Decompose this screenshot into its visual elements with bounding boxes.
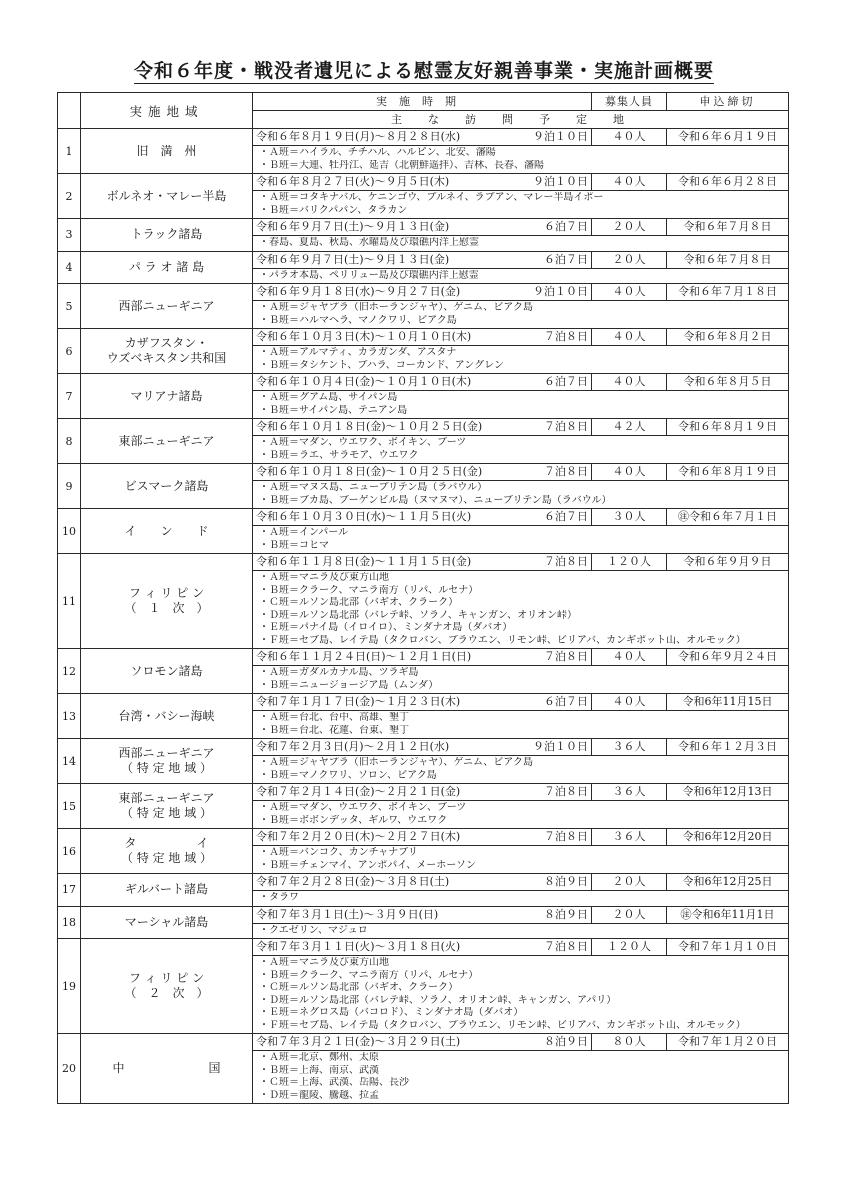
visit-item: ・Ｂ班＝クラーク、マニラ南方（リパ、ルセナ） <box>259 969 479 981</box>
tour-info-cell <box>253 329 789 374</box>
visit-item: ・パラオ本島、ペリリュー島及び環礁内洋上慰霊 <box>259 269 479 281</box>
row-number: 15 <box>58 784 81 829</box>
region-name: ボルネオ・マレー半島 <box>106 188 227 203</box>
visit-item: ・Ｂ班＝台北、花蓮、台東、墾丁 <box>259 724 409 736</box>
period-dates: 令和７年１月１７日(金)～１月２３日(木) <box>256 695 461 708</box>
table-row <box>58 739 789 784</box>
region-cell <box>81 374 253 419</box>
visit-item: ・Ｆ班＝セブ島、レイテ島（タクロバン、ブラウエン、リモン峠、ビリアバ、カンギポット山、オルモック） <box>259 1019 746 1031</box>
application-deadline: 令和７年１月１０日 <box>678 940 777 953</box>
visit-list <box>253 1051 788 1103</box>
period-dates: 令和７年３月１１日(火)～３月１８日(火) <box>256 940 461 953</box>
visit-item: ・春島、夏島、秋島、水曜島及び環礁内洋上慰霊 <box>259 237 479 248</box>
period-nights: ７泊８日 <box>516 649 592 665</box>
table-row <box>58 464 789 509</box>
visit-item: ・Ａ班＝マニラ及び東方山地 <box>259 957 389 968</box>
period-dates: 令和７年２月２８日(金)～３月８日(土) <box>256 875 450 888</box>
visit-list <box>253 891 788 906</box>
period-dates: 令和６年１０月１８日(金)～１０月２５日(金) <box>256 420 483 433</box>
region-name: カザフスタン・ <box>124 336 209 350</box>
participant-count: ２０人 <box>592 252 667 268</box>
visit-list <box>253 756 788 783</box>
visit-item: ・Ｃ班＝ルソン島北部（バギオ、クラーク） <box>259 597 459 608</box>
tour-info-cell <box>253 374 789 419</box>
visit-list <box>253 526 788 553</box>
visit-item: ・Ｂ班＝サイパン島、テニアン島 <box>259 404 408 416</box>
participant-count: ２０人 <box>592 219 667 235</box>
application-deadline: 令和6年12月20日 <box>682 830 773 843</box>
visit-item: ・Ａ班＝マヌス島、ニューブリテン島（ラバウル） <box>259 482 488 493</box>
visit-item: ・Ａ班＝コタキナバル、ケニンゴウ、ブルネイ、ラブアン、マレー半島イポー <box>259 192 604 203</box>
visit-list <box>253 956 788 1033</box>
period-nights: ７泊８日 <box>516 784 592 800</box>
period-nights: ６泊７日 <box>516 219 592 235</box>
table-row <box>58 1034 789 1104</box>
table-row <box>58 251 789 284</box>
period-nights: ９泊１０日 <box>516 174 592 190</box>
row-number: 4 <box>58 251 81 284</box>
period-dates: 令和７年２月２０日(木)～２月２７日(木) <box>256 830 461 843</box>
header-info-cell <box>253 93 789 129</box>
application-deadline: ㊟令和6年11月1日 <box>680 907 775 921</box>
visit-item: ・Ａ班＝マニラ及び東方山地 <box>259 572 389 583</box>
table-row <box>58 554 789 649</box>
region-name: ビスマーク諸島 <box>124 478 209 493</box>
period-nights: ８泊９日 <box>516 874 592 890</box>
region-cell <box>81 784 253 829</box>
row-number: 10 <box>58 509 81 554</box>
region-name: パ ラ オ 諸 島 <box>128 259 205 274</box>
header-period: 実施時期 <box>253 93 592 110</box>
participant-count: ３６人 <box>592 829 667 845</box>
visit-list <box>253 269 788 284</box>
visit-list <box>253 346 788 373</box>
region-cell <box>81 219 253 252</box>
visit-item: ・Ｅ班＝パナイ島（イロイロ）、ミンダナオ島（ダバオ） <box>259 622 513 633</box>
visit-item: ・Ｂ班＝チェンマイ、アンポパイ、メーホーソン <box>259 859 476 871</box>
application-deadline: 令和6年11月15日 <box>682 695 773 708</box>
period-dates: 令和７年３月２１日(金)～３月２９日(土) <box>256 1035 461 1048</box>
visit-item: ・Ｄ班＝ルソン島北部（バレテ峠、ソラノ、オリオン峠、キャンガン、アパリ） <box>259 994 617 1006</box>
region-cell <box>81 251 253 284</box>
visit-item: ・クエゼリン、マジュロ <box>259 924 368 936</box>
region-cell <box>81 739 253 784</box>
region-name: 台湾・バシー海峡 <box>118 708 215 723</box>
visit-item: ・Ｂ班＝コヒマ <box>259 539 329 551</box>
participant-count: ３６人 <box>592 739 667 755</box>
row-number: 12 <box>58 649 81 694</box>
header-no-cell <box>58 93 81 129</box>
visit-item: ・Ｂ班＝ハルマヘラ、マノクワリ、ビアク島 <box>259 314 457 326</box>
table-row <box>58 219 789 252</box>
visit-item: ・Ａ班＝バンコク、カンチャナブリ <box>259 847 418 858</box>
application-deadline: 令和６年８月２日 <box>683 330 772 343</box>
period-nights: ６泊７日 <box>516 252 592 268</box>
header-count: 募集人員 <box>592 93 667 110</box>
tour-info-cell <box>253 509 789 554</box>
period-dates: 令和６年１０月３日(木)～１０月１０日(木) <box>256 330 472 343</box>
region-cell <box>81 906 253 939</box>
period-nights: ７泊８日 <box>516 554 592 570</box>
period-dates: 令和６年１１月８日(金)～１１月１５日(金) <box>256 555 472 568</box>
application-deadline: 令和６年９月９日 <box>683 555 772 568</box>
row-number: 2 <box>58 174 81 219</box>
region-name: （ １ 次 ） <box>124 601 209 615</box>
tour-info-cell <box>253 219 789 252</box>
tour-info-cell <box>253 649 789 694</box>
period-nights: ９泊１０日 <box>516 284 592 300</box>
visit-item: ・Ａ班＝北京、鄭州、太原 <box>259 1052 379 1063</box>
participant-count: ４０人 <box>592 464 667 480</box>
region-cell <box>81 649 253 694</box>
tour-info-cell <box>253 174 789 219</box>
visit-item: ・Ａ班＝インパール <box>259 527 349 538</box>
visit-item: ・Ａ班＝ジャヤプラ（旧ホーランジャヤ）、ゲニム、ビアク島 <box>259 302 533 313</box>
participant-count: ４０人 <box>592 694 667 710</box>
participant-count: ４２人 <box>592 419 667 435</box>
table-row <box>58 784 789 829</box>
visit-item: ・Ｂ班＝マノクワリ、ソロン、ビアク島 <box>259 769 437 781</box>
application-deadline: 令和６年９月２４日 <box>678 650 777 663</box>
region-name: 東部ニューギニア <box>118 433 215 448</box>
period-nights: ８泊９日 <box>516 907 592 923</box>
region-cell <box>81 464 253 509</box>
visit-item: ・Ｂ班＝上海、南京、武漢 <box>259 1064 379 1076</box>
visit-item: ・Ｅ班＝ネグロス島（バコロド）、ミンダナオ島（ダバオ） <box>259 1007 524 1018</box>
region-name: 東部ニューギニア <box>118 791 215 805</box>
table-row <box>58 374 789 419</box>
period-dates: 令和６年８月２７日(火)～９月５日(木) <box>256 175 450 188</box>
visit-list <box>253 236 788 251</box>
application-deadline: 令和６年８月５日 <box>683 375 772 388</box>
header-region: 実施地域 <box>81 93 253 129</box>
visit-item: ・Ｂ班＝ニュージョージア島（ムンダ） <box>259 679 439 691</box>
page-title: 令和６年度・戦没者遺児による慰霊友好親善事業・実施計画概要 <box>133 60 714 82</box>
visit-item: ・Ａ班＝アルマティ、カラガンダ、アスタナ <box>259 347 457 358</box>
tour-info-cell <box>253 906 789 939</box>
region-cell <box>81 129 253 174</box>
visit-item: ・Ａ班＝ジャヤプラ（旧ホーランジャヤ）、ゲニム、ビアク島 <box>259 757 533 768</box>
visit-list <box>253 711 788 738</box>
row-number: 19 <box>58 939 81 1034</box>
region-cell <box>81 284 253 329</box>
period-nights: ７泊８日 <box>516 329 592 345</box>
period-nights: ６泊７日 <box>516 374 592 390</box>
visit-item: ・Ｄ班＝龍陵、騰越、拉孟 <box>259 1089 379 1101</box>
visit-item: ・Ｂ班＝ボボンデッタ、ギルワ、ウエワク <box>259 814 448 826</box>
tour-info-cell <box>253 284 789 329</box>
table-row <box>58 694 789 739</box>
region-name: ソロモン諸島 <box>130 663 203 678</box>
participant-count: ４０人 <box>592 174 667 190</box>
row-number: 7 <box>58 374 81 419</box>
period-nights: ９泊１０日 <box>516 739 592 755</box>
period-nights: ８泊９日 <box>516 1034 592 1050</box>
tour-info-cell <box>253 694 789 739</box>
table-row <box>58 329 789 374</box>
visit-item: ・Ｃ班＝ルソン島北部（バギオ、クラーク） <box>259 982 459 993</box>
region-name: ウズベキスタン共和国 <box>106 351 227 365</box>
region-name: フ ィ リ ピ ン <box>128 586 205 600</box>
visit-item: ・Ｃ班＝上海、武漢、岳陽、長沙 <box>259 1077 409 1088</box>
region-cell <box>81 329 253 374</box>
application-deadline: 令和６年１２月３日 <box>678 740 777 753</box>
row-number: 9 <box>58 464 81 509</box>
period-dates: 令和６年１０月４日(金)～１０月１０日(木) <box>256 375 472 388</box>
visit-item: ・タラワ <box>259 892 299 903</box>
period-nights: ６泊７日 <box>516 694 592 710</box>
region-cell <box>81 694 253 739</box>
period-nights: ９泊１０日 <box>516 129 592 145</box>
application-deadline: 令和６年８月１９日 <box>678 465 777 478</box>
visit-list <box>253 191 788 218</box>
table-row <box>58 174 789 219</box>
visit-item: ・Ａ班＝グアム島、サイパン島 <box>259 392 398 403</box>
visit-list <box>253 391 788 418</box>
region-name: （ 特 定 地 域 ） <box>120 761 213 775</box>
application-deadline: 令和６年６月２８日 <box>678 175 777 188</box>
visit-item: ・Ｂ班＝ラエ、サラモア、ウエワク <box>259 449 419 461</box>
visit-list <box>253 436 788 463</box>
row-number: 1 <box>58 129 81 174</box>
region-cell <box>81 874 253 907</box>
row-number: 13 <box>58 694 81 739</box>
tour-info-cell <box>253 829 789 874</box>
region-cell <box>81 509 253 554</box>
visit-item: ・Ｂ班＝ブカ島、ブーゲンビル島（ヌマヌマ）、ニューブリテン島（ラバウル） <box>259 494 612 506</box>
participant-count: ８０人 <box>592 1034 667 1050</box>
region-name: イ ン ド <box>124 523 209 538</box>
visit-item: ・Ｄ班＝ルソン島北部（バレテ峠、ソラノ、キャンガン、オリオン峠） <box>259 609 577 621</box>
region-name: （ ２ 次 ） <box>124 986 209 1000</box>
table-row <box>58 509 789 554</box>
table-row <box>58 874 789 907</box>
participant-count: ４０人 <box>592 284 667 300</box>
table-row <box>58 419 789 464</box>
header-deadline: 申込締切 <box>699 95 756 108</box>
region-name: 旧 満 州 <box>136 143 197 158</box>
visit-item: ・Ａ班＝ガダルカナル島、ツラギ島 <box>259 667 419 678</box>
application-deadline: 令和６年７月１８日 <box>678 285 777 298</box>
visit-list <box>253 146 788 173</box>
period-dates: 令和６年１１月２４日(日)～１２月１日(日) <box>256 650 472 663</box>
visit-list <box>253 924 788 939</box>
period-dates: 令和６年９月１８日(水)～９月２７日(金) <box>256 285 461 298</box>
tour-info-cell <box>253 251 789 284</box>
row-number: 11 <box>58 554 81 649</box>
region-cell <box>81 829 253 874</box>
row-number: 8 <box>58 419 81 464</box>
row-number: 20 <box>58 1034 81 1104</box>
participant-count: １２０人 <box>592 554 667 570</box>
visit-item: ・Ｂ班＝バリクパパン、タラカン <box>259 204 408 216</box>
tour-info-cell <box>253 1034 789 1104</box>
period-nights: ７泊８日 <box>516 464 592 480</box>
visit-item: ・Ｂ班＝タシケント、ブハラ、コーカンド、アングレン <box>259 359 504 371</box>
region-cell <box>81 554 253 649</box>
header-row <box>58 93 789 129</box>
table-row <box>58 284 789 329</box>
participant-count: ４０人 <box>592 374 667 390</box>
tour-info-cell <box>253 874 789 907</box>
row-number: 16 <box>58 829 81 874</box>
period-nights: ７泊８日 <box>516 829 592 845</box>
region-name: （ 特 定 地 域 ） <box>120 806 213 820</box>
period-dates: 令和７年２月１４日(金)～２月２１日(金) <box>256 785 461 798</box>
participant-count: ４０人 <box>592 649 667 665</box>
table-row <box>58 829 789 874</box>
tour-info-cell <box>253 739 789 784</box>
table-row <box>58 649 789 694</box>
application-deadline: 令和７年１月２０日 <box>678 1035 777 1048</box>
region-name: 中 国 <box>112 1061 221 1075</box>
visit-list <box>253 571 788 648</box>
participant-count: ２０人 <box>592 874 667 890</box>
application-deadline: 令和６年７月８日 <box>683 252 772 266</box>
region-name: マリアナ諸島 <box>130 388 203 403</box>
participant-count: ４０人 <box>592 129 667 145</box>
header-visits: 主な訪問予定地 <box>391 113 650 126</box>
application-deadline: 令和6年12月25日 <box>682 875 773 888</box>
visit-item: ・Ｂ班＝大連、牡丹江、延吉（北朝鮮遥拝）、吉林、長春、瀋陽 <box>259 159 544 171</box>
period-dates: 令和６年８月１９日(月)～８月２８日(水) <box>256 130 461 143</box>
period-dates: 令和６年９月７日(土)～９月１３日(金) <box>256 252 450 266</box>
period-dates: 令和７年３月１日(土)～３月９日(日) <box>256 907 439 921</box>
period-dates: 令和６年９月７日(土)～９月１３日(金) <box>256 220 450 233</box>
period-dates: 令和６年１０月１８日(金)～１０月２５日(金) <box>256 465 483 478</box>
application-deadline: 令和6年12月13日 <box>682 785 773 798</box>
period-dates: 令和６年１０月３０日(水)～１１月５日(火) <box>256 510 472 523</box>
visit-list <box>253 801 788 828</box>
visit-list <box>253 846 788 873</box>
row-number: 18 <box>58 906 81 939</box>
tour-info-cell <box>253 129 789 174</box>
row-number: 3 <box>58 219 81 252</box>
region-name: マーシャル諸島 <box>124 914 209 929</box>
row-number: 14 <box>58 739 81 784</box>
tour-info-cell <box>253 554 789 649</box>
visit-item: ・Ｂ班＝クラーク、マニラ南方（リパ、ルセナ） <box>259 584 479 596</box>
visit-item: ・Ａ班＝ハイラル、チチハル、ハルピン、北安、瀋陽 <box>259 147 496 158</box>
region-name: （ 特 定 地 域 ） <box>120 851 213 865</box>
region-name: フ ィ リ ピ ン <box>128 971 205 985</box>
application-deadline: 令和６年６月１９日 <box>678 130 777 143</box>
visit-item: ・Ａ班＝マダン、ウエワク、ボイキン、ブーツ <box>259 437 467 448</box>
region-cell <box>81 174 253 219</box>
visit-list <box>253 666 788 693</box>
participant-count: １２０人 <box>592 939 667 955</box>
region-name: 西部ニューギニア <box>118 298 215 313</box>
period-nights: ７泊８日 <box>516 939 592 955</box>
region-name: ギルバート諸島 <box>124 882 209 897</box>
region-cell <box>81 1034 253 1104</box>
application-deadline: 令和６年７月８日 <box>683 220 772 233</box>
row-number: 6 <box>58 329 81 374</box>
region-cell <box>81 419 253 464</box>
visit-list <box>253 301 788 328</box>
visit-item: ・Ｆ班＝セブ島、レイテ島（タクロバン、ブラウエン、リモン峠、ビリアバ、カンギポット山、オルモック） <box>259 634 746 646</box>
tour-info-cell <box>253 464 789 509</box>
tour-info-cell <box>253 939 789 1034</box>
row-number: 5 <box>58 284 81 329</box>
region-name: タ イ <box>124 836 209 850</box>
row-number: 17 <box>58 874 81 907</box>
application-deadline: ㊟令和６年７月１日 <box>678 510 777 523</box>
period-nights: ７泊８日 <box>516 419 592 435</box>
table-row <box>58 129 789 174</box>
tour-info-cell <box>253 419 789 464</box>
region-cell <box>81 939 253 1034</box>
table-row <box>58 906 789 939</box>
participant-count: ４０人 <box>592 329 667 345</box>
participant-count: ３０人 <box>592 509 667 525</box>
application-deadline: 令和６年８月１９日 <box>678 420 777 433</box>
region-name: 西部ニューギニア <box>118 746 215 760</box>
visit-list <box>253 481 788 508</box>
period-nights: ６泊７日 <box>516 509 592 525</box>
tour-info-cell <box>253 784 789 829</box>
table-row <box>58 939 789 1034</box>
region-name: トラック諸島 <box>130 227 203 242</box>
period-dates: 令和７年２月３日(月)～２月１２日(水) <box>256 740 450 753</box>
participant-count: ２０人 <box>592 907 667 923</box>
plan-table <box>57 92 789 1104</box>
visit-item: ・Ａ班＝台北、台中、高雄、墾丁 <box>259 712 409 723</box>
visit-item: ・Ａ班＝マダン、ウエワク、ボイキン、ブーツ <box>259 802 467 813</box>
participant-count: ３６人 <box>592 784 667 800</box>
